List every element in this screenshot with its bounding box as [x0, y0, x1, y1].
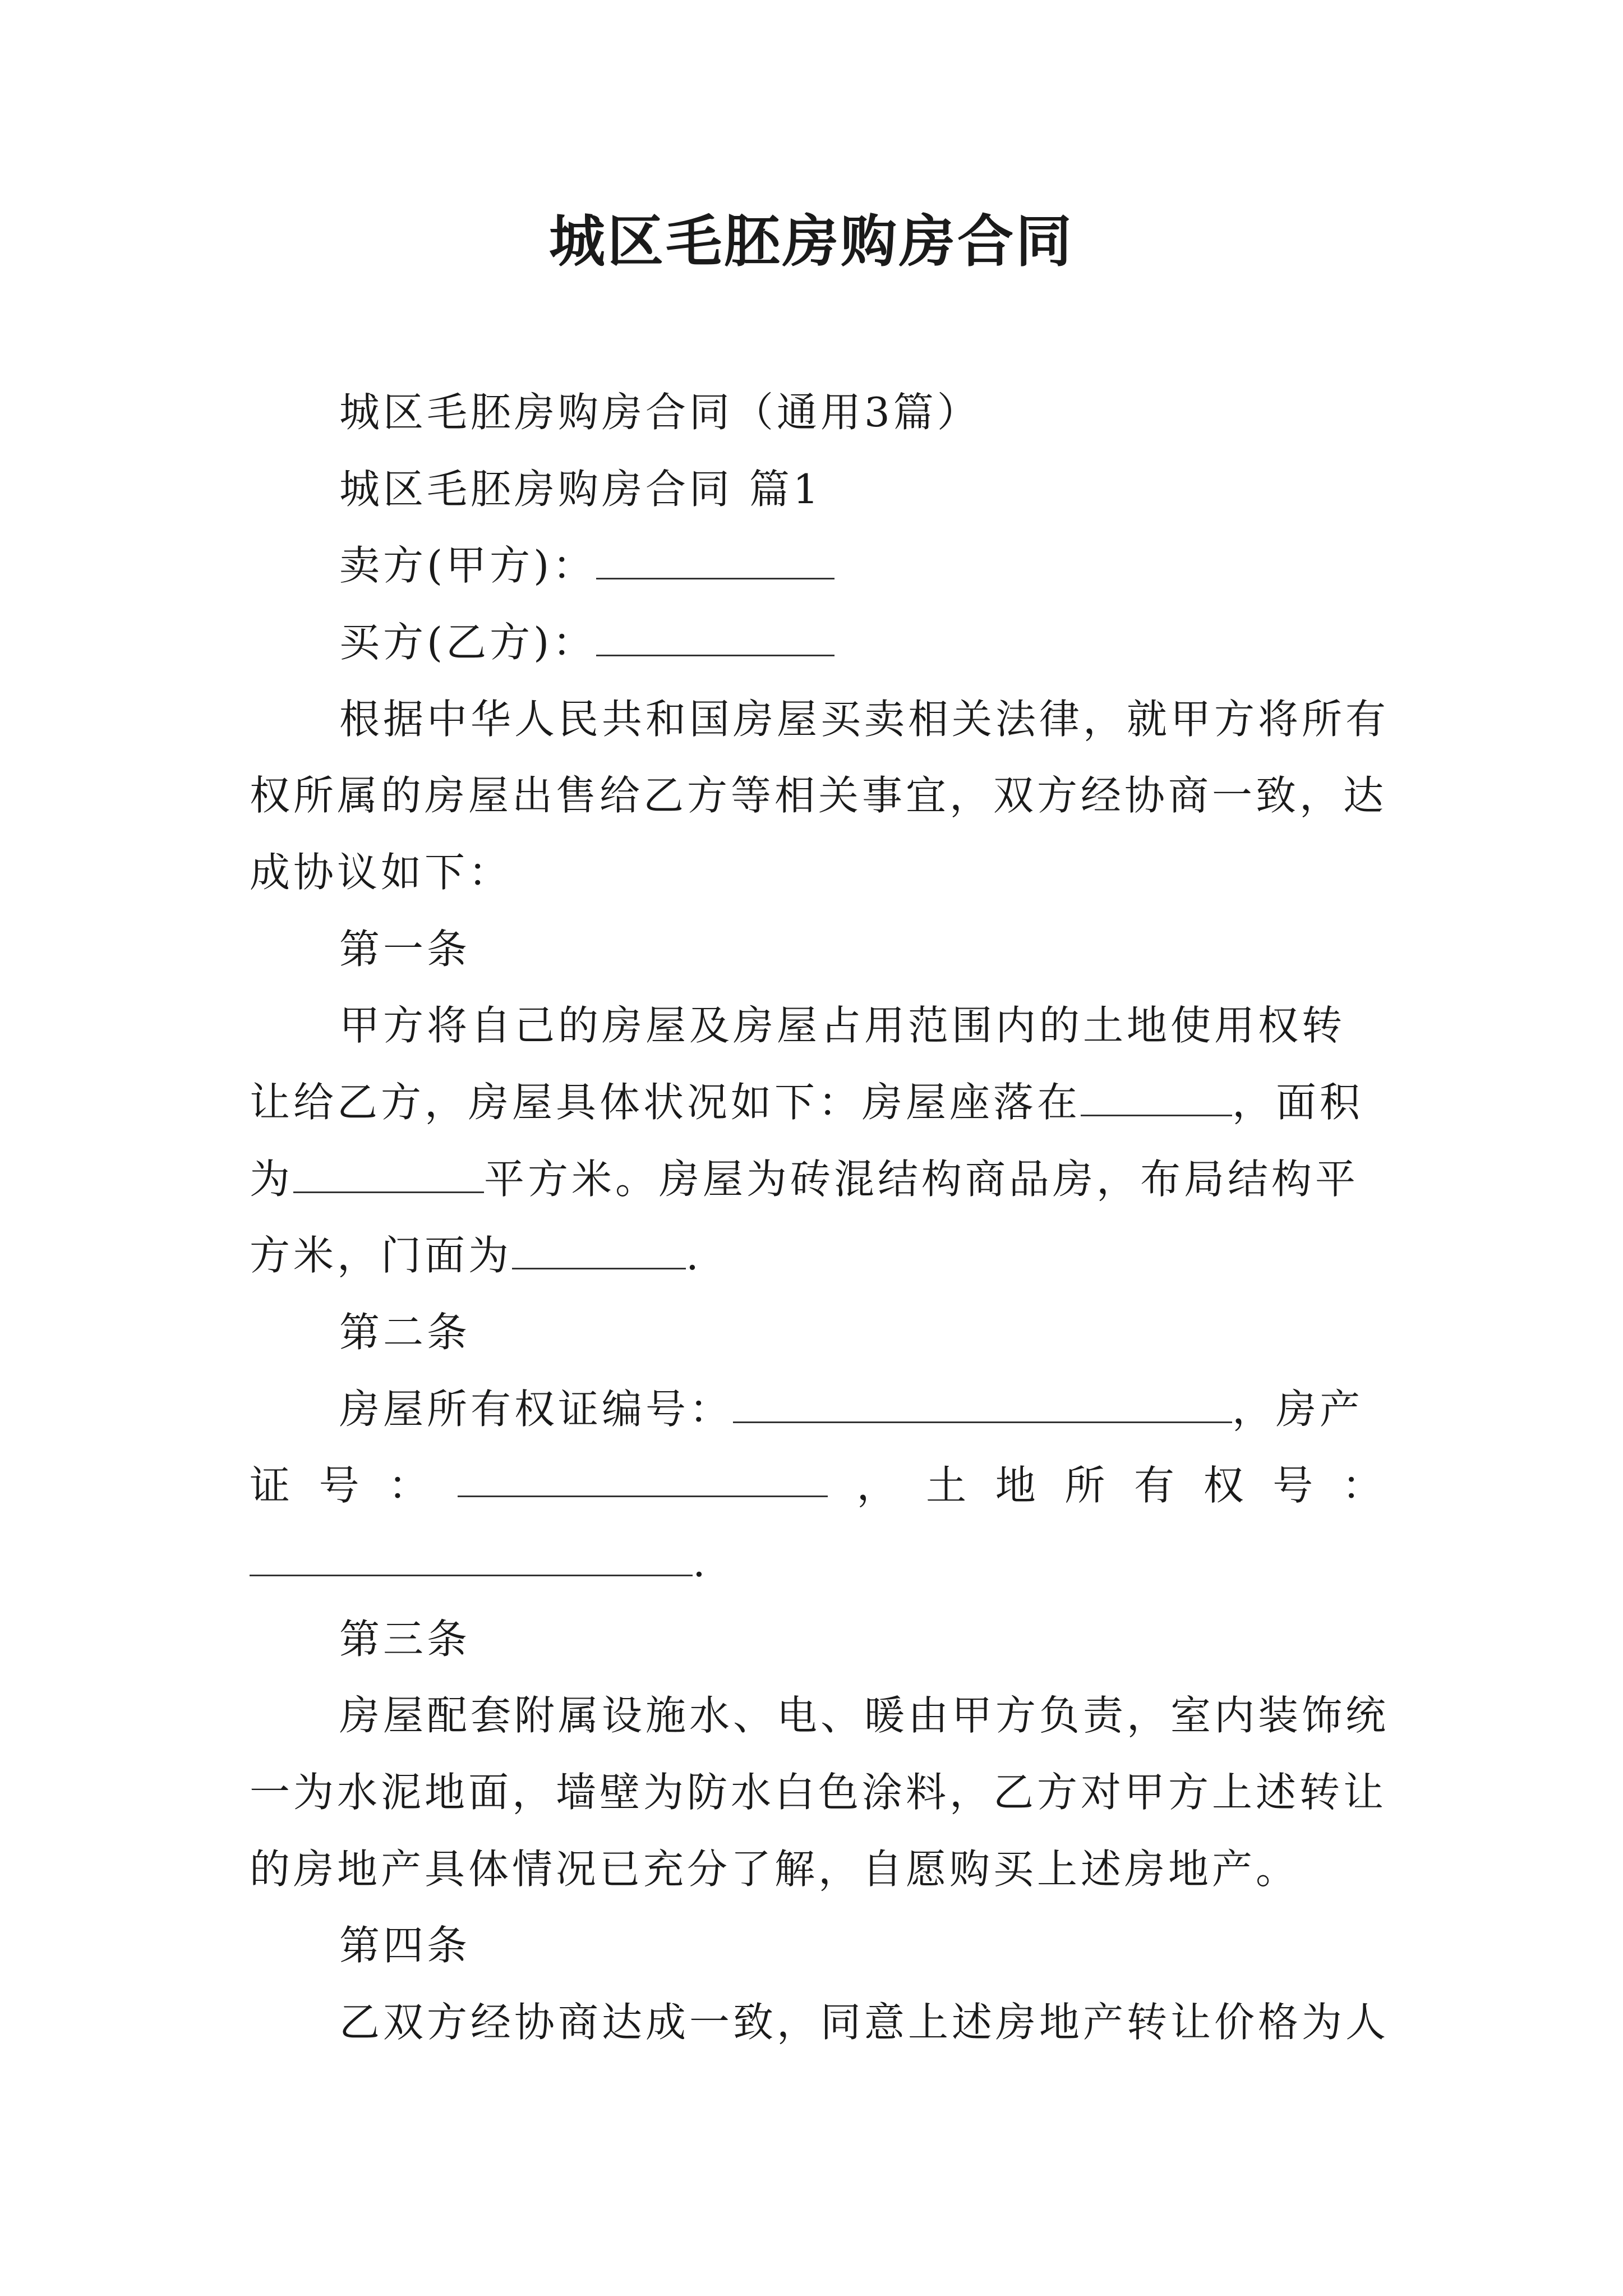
paragraph-line: 一为水泥地面，墙壁为防水白色涂料，乙方对甲方上述转让 [250, 1769, 1387, 1816]
paragraph-line [250, 1074, 1382, 1130]
text-segment: 让给乙方，房屋具体状况如下：房屋座落在 [250, 1079, 1081, 1126]
text-segment: 号 [319, 1462, 359, 1509]
property-cert-number-blank [458, 1457, 828, 1497]
article-heading: 第四条 [339, 1922, 471, 1969]
text-segment: 土 [926, 1462, 967, 1509]
seller-label: 卖方(甲方)： [339, 542, 597, 589]
storefront-blank [512, 1230, 686, 1269]
article-heading: 第二条 [339, 1309, 471, 1356]
text-segment: . [693, 1539, 709, 1586]
paragraph-line: 的房地产具体情况已充分了解，自愿购买上述房地产。 [250, 1846, 1300, 1893]
paragraph-line: 甲方将自己的房屋及房屋占用范围内的土地使用权转 [339, 1002, 1346, 1049]
section-heading: 城区毛胚房购房合同 篇1 [339, 466, 822, 513]
location-blank [1081, 1076, 1232, 1116]
paragraph-line: 权所属的房屋出售给乙方等相关事宜，双方经协商一致，达 [250, 772, 1387, 819]
text-segment: 方米，门面为 [250, 1232, 513, 1279]
text-segment: 地 [995, 1462, 1036, 1509]
article-heading: 第三条 [339, 1616, 471, 1663]
text-segment: 证 [250, 1462, 291, 1509]
text-segment: . [686, 1232, 702, 1279]
paragraph-line [339, 1381, 1382, 1437]
paragraph-line [250, 1534, 1382, 1590]
buyer-line [339, 614, 1382, 670]
paragraph-line: 成协议如下： [250, 849, 513, 896]
area-blank [293, 1153, 484, 1193]
paragraph-line [250, 1151, 1382, 1207]
buyer-blank [596, 616, 834, 656]
land-right-number-blank [250, 1536, 693, 1576]
text-segment: ： [388, 1462, 429, 1509]
paragraph-line: 房屋配套附属设施水、电、暖由甲方负责，室内装饰统 [339, 1692, 1390, 1739]
text-segment: 有 [1133, 1462, 1174, 1509]
text-segment: 房屋所有权证编号： [339, 1386, 734, 1433]
title-deed-number-blank [733, 1383, 1232, 1423]
article-heading: 第一条 [339, 926, 471, 973]
buyer-label: 买方(乙方)： [339, 619, 597, 666]
paragraph-line [250, 1227, 1382, 1283]
text-segment: 所 [1064, 1462, 1105, 1509]
paragraph-line-justified [250, 1457, 1382, 1513]
text-segment: ： [1341, 1462, 1382, 1509]
text-segment: 为 [250, 1156, 294, 1203]
seller-blank [596, 540, 834, 579]
text-segment: 号 [1272, 1462, 1313, 1509]
text-segment: ，房产 [1232, 1386, 1364, 1433]
paragraph-line: 乙双方经协商达成一致，同意上述房地产转让价格为人 [339, 1999, 1390, 2046]
subtitle-line: 城区毛胚房购房合同（通用3篇） [339, 389, 981, 436]
document-title: 城区毛胚房购房合同 [549, 208, 1074, 274]
paragraph-line: 根据中华人民共和国房屋买卖相关法律，就甲方将所有 [339, 696, 1390, 743]
text-segment: 权 [1203, 1462, 1244, 1509]
text-segment: ， [856, 1462, 897, 1509]
text-segment: 平方米。房屋为砖混结构商品房，布局结构平 [484, 1156, 1359, 1203]
seller-line [339, 537, 1382, 593]
text-segment: ，面积 [1232, 1079, 1364, 1126]
